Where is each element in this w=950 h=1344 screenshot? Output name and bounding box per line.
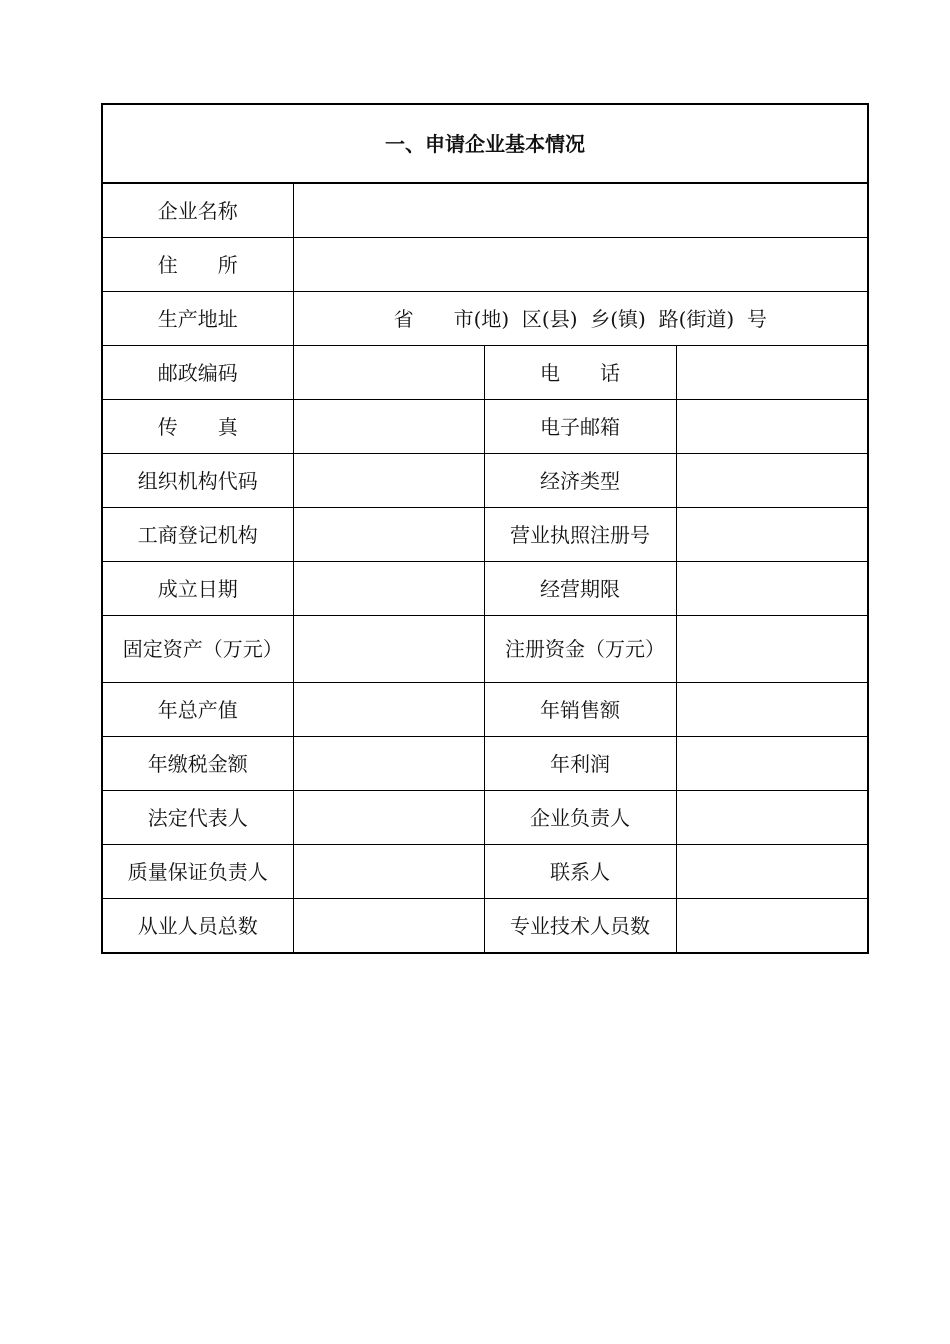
registered-capital-label bbox=[484, 616, 676, 683]
annual-output-field[interactable] bbox=[293, 683, 484, 737]
annual-profit-label: 年利润 bbox=[484, 737, 676, 791]
qa-head-field[interactable] bbox=[293, 845, 484, 899]
license-number-label: 营业执照注册号 bbox=[484, 508, 676, 562]
employee-count-field[interactable] bbox=[293, 899, 484, 954]
production-address-field[interactable]: 省 市(地) 区(县) 乡(镇) 路(街道) 号 bbox=[293, 292, 868, 346]
fax-field[interactable] bbox=[293, 400, 484, 454]
contact-label: 联系人 bbox=[484, 845, 676, 899]
registered-capital-field[interactable] bbox=[676, 616, 868, 683]
fixed-assets-label-text: 固定资产（万元） bbox=[122, 636, 283, 661]
economic-type-label: 经济类型 bbox=[484, 454, 676, 508]
registration-authority-label: 工商登记机构 bbox=[102, 508, 293, 562]
basic-info-table bbox=[101, 103, 869, 954]
residence-label: 住 所 bbox=[102, 238, 293, 292]
company-head-label: 企业负责人 bbox=[484, 791, 676, 845]
fixed-assets-label bbox=[102, 616, 293, 683]
annual-tax-field[interactable] bbox=[293, 737, 484, 791]
founding-date-label: 成立日期 bbox=[102, 562, 293, 616]
company-head-field[interactable] bbox=[676, 791, 868, 845]
annual-sales-label: 年销售额 bbox=[484, 683, 676, 737]
email-label: 电子邮箱 bbox=[484, 400, 676, 454]
qa-head-label: 质量保证负责人 bbox=[102, 845, 293, 899]
postal-code-label: 邮政编码 bbox=[102, 346, 293, 400]
annual-output-label: 年总产值 bbox=[102, 683, 293, 737]
employee-count-label: 从业人员总数 bbox=[102, 899, 293, 954]
contact-field[interactable] bbox=[676, 845, 868, 899]
legal-rep-field[interactable] bbox=[293, 791, 484, 845]
economic-type-field[interactable] bbox=[676, 454, 868, 508]
founding-date-field[interactable] bbox=[293, 562, 484, 616]
phone-label: 电 话 bbox=[484, 346, 676, 400]
org-code-field[interactable] bbox=[293, 454, 484, 508]
phone-field[interactable] bbox=[676, 346, 868, 400]
email-field[interactable] bbox=[676, 400, 868, 454]
postal-code-field[interactable] bbox=[293, 346, 484, 400]
company-name-field[interactable] bbox=[293, 183, 868, 238]
production-address-label: 生产地址 bbox=[102, 292, 293, 346]
fax-label: 传 真 bbox=[102, 400, 293, 454]
tech-staff-count-label: 专业技术人员数 bbox=[484, 899, 676, 954]
fixed-assets-field[interactable] bbox=[293, 616, 484, 683]
org-code-label: 组织机构代码 bbox=[102, 454, 293, 508]
business-term-field[interactable] bbox=[676, 562, 868, 616]
registration-authority-field[interactable] bbox=[293, 508, 484, 562]
section-title: 一、申请企业基本情况 bbox=[102, 104, 868, 183]
license-number-field[interactable] bbox=[676, 508, 868, 562]
annual-tax-label: 年缴税金额 bbox=[102, 737, 293, 791]
legal-rep-label: 法定代表人 bbox=[102, 791, 293, 845]
business-term-label: 经营期限 bbox=[484, 562, 676, 616]
residence-field[interactable] bbox=[293, 238, 868, 292]
annual-sales-field[interactable] bbox=[676, 683, 868, 737]
company-name-label: 企业名称 bbox=[102, 183, 293, 238]
annual-profit-field[interactable] bbox=[676, 737, 868, 791]
tech-staff-count-field[interactable] bbox=[676, 899, 868, 954]
registered-capital-label-text: 注册资金（万元） bbox=[505, 636, 665, 661]
